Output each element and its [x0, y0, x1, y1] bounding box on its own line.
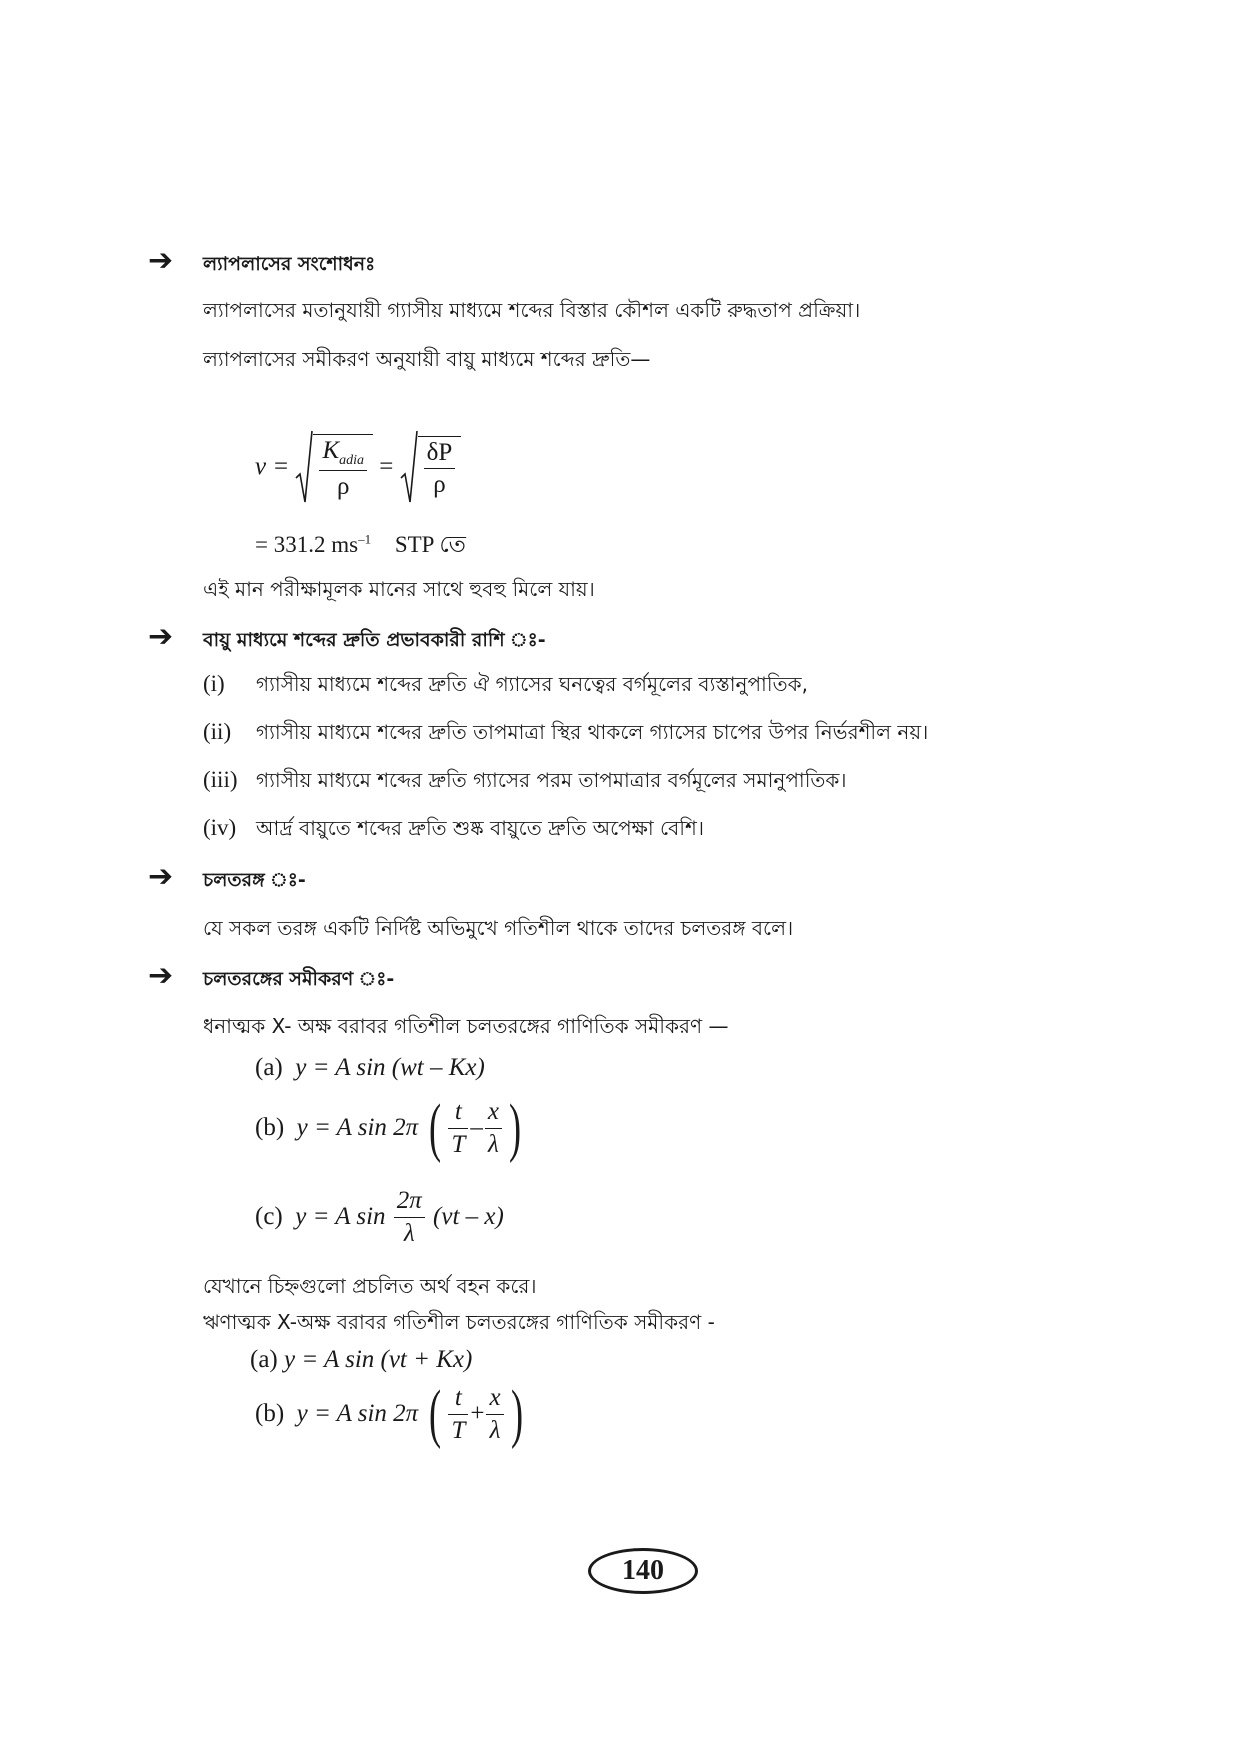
eq-label: (a)	[250, 1346, 278, 1373]
sqrt-1	[295, 430, 373, 504]
result-tail: STP তে	[394, 532, 466, 557]
laplace-formula	[255, 430, 461, 504]
eq-lhs: y = A sin 2π	[296, 1114, 419, 1141]
right-paren-icon: )	[508, 1091, 521, 1164]
equation-pos-b	[255, 1091, 526, 1164]
progressive-para: যে সকল তরঙ্গ একটি নির্দিষ্ট অভিমুখে গতিশীল থাকে তাদের চলতরঙ্গ বলে।	[203, 916, 794, 940]
fraction-t-over-T: $\frac{t}{T}$	[448, 1384, 468, 1444]
laplace-result	[255, 526, 466, 565]
factor-item-number: (iii)	[203, 767, 238, 792]
laplace-para-1: ল্যাপলাসের মতানুযায়ী গ্যাসীয় মাধ্যমে শব্দের বিস্তার কৌশল একটি রুদ্ধতাপ প্রক্রিয়া।	[203, 298, 861, 322]
radical-sign-icon	[400, 430, 418, 504]
arrow-bullet-icon: ➔	[148, 243, 174, 278]
equation-neg-a	[250, 1346, 472, 1374]
factor-item	[203, 814, 704, 847]
positive-intro-text: ধনাত্মক X- অক্ষ বরাবর গতিশীল চলতরঙ্গের গাণিতিক সমীকরণ —	[203, 1014, 729, 1038]
equation-neg-b	[255, 1377, 528, 1450]
factor-item-number: (i)	[203, 671, 225, 696]
sqrt-2	[400, 430, 462, 504]
factor-item	[203, 718, 928, 751]
progressive-heading: চলতরঙ্গ ঃ-	[203, 869, 306, 891]
eq-label: (a)	[255, 1054, 283, 1081]
factor-item-text: গ্যাসীয় মাধ্যমে শব্দের দ্রুতি গ্যাসের পরম তাপমাত্রার বর্গমূলের সমানুপাতিক।	[256, 768, 847, 792]
factor-item	[203, 670, 808, 703]
eq-label: (b)	[255, 1114, 285, 1141]
eq-body: y = A sin (wt – Kx)	[295, 1054, 485, 1081]
result-superscript: –1	[358, 531, 372, 547]
rho-symbol: ρ	[337, 472, 350, 500]
k-subscript: adia	[339, 452, 365, 468]
fraction-2pi-over-lambda: $\frac{2\pi}{\lambda}$	[394, 1187, 425, 1247]
factor-item-number: (ii)	[203, 719, 232, 744]
laplace-conclusion: এই মান পরীক্ষামূলক মানের সাথে হুবহু মিলে যায়।	[203, 577, 595, 601]
rho-symbol-2: ρ	[433, 471, 446, 498]
positive-intro	[203, 1012, 728, 1045]
eq-tail: (vt – x)	[433, 1203, 504, 1230]
delta-p-symbol: δP	[426, 438, 453, 466]
formula-equals: =	[379, 453, 394, 480]
equation-pos-a	[255, 1054, 485, 1082]
factor-item	[203, 766, 847, 799]
factor-item-number: (iv)	[203, 815, 237, 840]
arrow-bullet-icon: ➔	[148, 619, 174, 654]
eq-body: y = A sin (vt + Kx)	[284, 1346, 473, 1373]
eq-lhs: y = A sin 2π	[296, 1400, 419, 1427]
fraction-t-over-T: $\frac{t}{T}$	[448, 1098, 468, 1158]
equation-pos-c	[255, 1187, 504, 1247]
left-paren-icon: (	[429, 1377, 442, 1450]
fraction-x-over-lambda: $\frac{x}{\lambda}$	[486, 1384, 503, 1444]
factor-item-text: আর্দ্র বায়ুতে শব্দের দ্রুতি শুষ্ক বায়ুতে দ্রুতি অপেক্ষা বেশি।	[256, 816, 704, 840]
arrow-bullet-icon: ➔	[148, 958, 174, 993]
eq-label: (c)	[255, 1203, 283, 1230]
operator: +	[470, 1400, 485, 1427]
factors-heading: বায়ু মাধ্যমে শব্দের দ্রুতি প্রভাবকারী রাশি ঃ-	[203, 629, 546, 651]
result-value: = 331.2 ms	[255, 532, 359, 557]
symbols-note: যেখানে চিহ্নগুলো প্রচলিত অর্থ বহন করে।	[203, 1274, 537, 1298]
negative-intro: ঋণাত্মক X-অক্ষ বরাবর গতিশীল চলতরঙ্গের গাণিতিক সমীকরণ -	[203, 1310, 715, 1334]
factor-item-text: গ্যাসীয় মাধ্যমে শব্দের দ্রুতি ঐ গ্যাসের ঘনত্বের বর্গমূলের ব্যস্তানুপাতিক,	[256, 672, 808, 696]
page-number: 140	[588, 1548, 698, 1594]
right-paren-icon: )	[510, 1377, 523, 1450]
formula-lhs: v =	[255, 453, 290, 480]
eq-lhs: y = A sin	[295, 1203, 386, 1230]
eq-label: (b)	[255, 1400, 285, 1427]
fraction-x-over-lambda: $\frac{x}{\lambda}$	[485, 1098, 502, 1158]
factor-item-text: গ্যাসীয় মাধ্যমে শব্দের দ্রুতি তাপমাত্রা স্থির থাকলে গ্যাসের চাপের উপর নির্ভরশীল নয়।	[256, 720, 929, 744]
k-symbol: K	[322, 436, 340, 464]
laplace-heading: ল্যাপলাসের সংশোধনঃ	[203, 253, 376, 275]
left-paren-icon: (	[429, 1091, 442, 1164]
arrow-bullet-icon: ➔	[148, 859, 174, 894]
equation-heading: চলতরঙ্গের সমীকরণ ঃ-	[203, 968, 395, 990]
operator: –	[470, 1114, 483, 1141]
radical-sign-icon	[295, 430, 313, 504]
laplace-para-2: ল্যাপলাসের সমীকরণ অনুযায়ী বায়ু মাধ্যমে শব্দের দ্রুতি—	[203, 347, 651, 371]
